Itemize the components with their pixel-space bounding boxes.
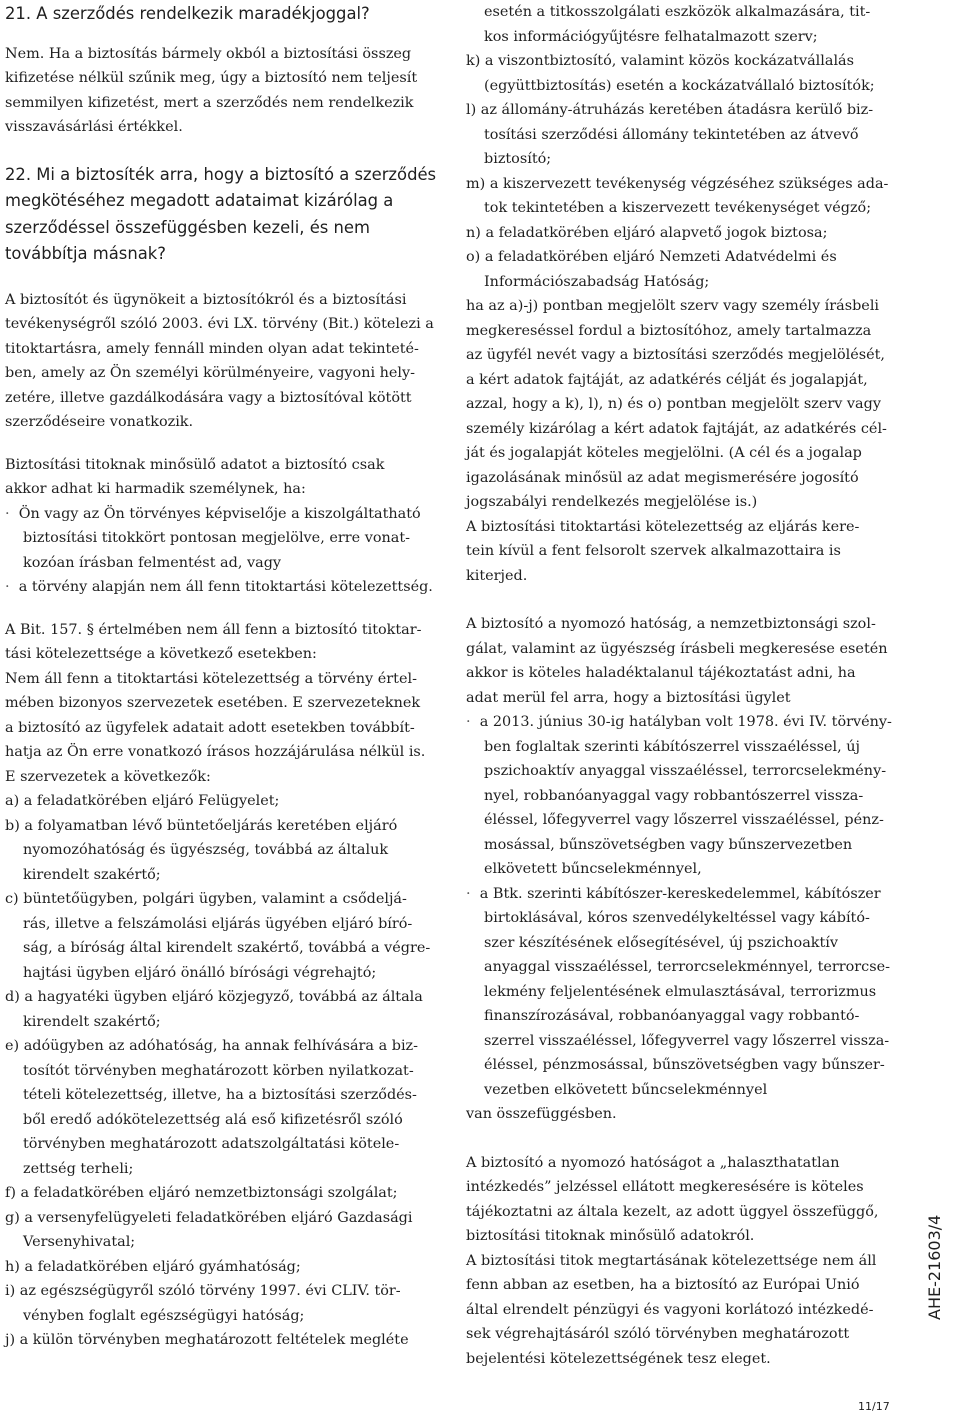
bullet-icon: · [5, 579, 10, 595]
bullet-icon: · [466, 714, 471, 730]
list-item: f) a feladatkörében eljáró nemzetbiztonsági szolgálat; [5, 1185, 398, 1201]
question-22-title: 22. Mi a biztosíték arra, hogy a biztosító a szerződés megkötéséhez megadott adataimat kizárólag a szerződéssel összefüggésben kezeli, és nem továbbítja másnak? [5, 164, 437, 263]
question-21-answer: Nem. Ha a biztosítás bármely okból a biztosítási összeg kifizetése nélkül szűnik meg, úgy a biztosító nem teljesít semmilyen kifizetést, mert a szerződés nem rendelkezik visszavásárlási értékkel. [5, 45, 418, 135]
list-item: o) a feladatkörében eljáró Nemzeti Adatvédelmi és Információszabadság Hatóság; [466, 249, 837, 290]
list-item: l) az állomány-átruházás keretében átadásra kerülő biz- tosítási szerződési állomány tekintetében az átvevő biztosító; [466, 102, 874, 167]
list-item: · a törvény alapján nem áll fenn titoktartási kötelezettség. [5, 579, 433, 595]
list-item: esetén a titkosszolgálati eszközök alkalmazására, tit- kos információgyűjtésre felhatalmazott szerv; [484, 4, 871, 45]
list-item: j) a külön törvényben meghatározott feltételek megléte [5, 1332, 409, 1348]
list-item: · a Btk. szerinti kábítószer-kereskedelemmel, kábítószer birtoklásával, kóros szenvedélykeltéssel vagy kábító- szer készítésének elősegítésével, új pszichoaktív anyaggal visszaéléssel, terrorcselekménnyel, terrorcse- lekmény feljelentésének elmulasztásával, terrorizmus finanszírozásával, robbanóanyaggal vagy robbantó- szerrel visszaéléssel, lőfegyverrel vagy lőszerrel vissza- éléssel, pénzmosással, bűnszövetségben vagy bűnszer- vezetben elkövetett bűncselekménnyel [466, 885, 890, 1098]
list-item: a) a feladatkörében eljáró Felügyelet; [5, 793, 280, 809]
paragraph-bit-157: A Bit. 157. § értelmében nem áll fenn a biztosító titoktar- tási kötelezettsége a következő esetekben: Nem áll fenn a titoktartási kötelezettség a törvény értel- mében bizonyos szervezetek esetében. E szervezeteknek a biztosító az ügyfelek adatait adott esetekben továbbít- hatja az Ön erre vonatkozó írásos hozzájárulása nélkül is. E szervezetek a következők: [5, 621, 426, 785]
organization-list [5, 789, 437, 1353]
list-item: b) a folyamatban lévő büntetőeljárás keretében eljáró nyomozóhatóság és ügyészség, továbbá az általuk kirendelt szakértő; [5, 817, 398, 883]
list-item: k) a viszontbiztosító, valamint közös kockázatvállalás (együttbiztosítás) esetén a kockázatvállaló biztosítók; [466, 53, 875, 94]
after-bullets-text: van összefüggésben. [466, 1106, 617, 1122]
bullet-icon: · [5, 505, 10, 522]
list-item: i) az egészségügyről szóló törvény 1997. évi CLIV. tör- vényben foglalt egészségügyi hatóság; [5, 1283, 401, 1324]
list-item: h) a feladatkörében eljáró gyámhatóság; [5, 1258, 301, 1275]
list-item: g) a versenyfelügyeleti feladatkörében eljáró Gazdasági Versenyhivatal; [5, 1209, 413, 1250]
paragraph-bit-law: A biztosítót és ügynökeit a biztosítókról és a biztosítási tevékenységről szóló 2003. évi LX. törvény (Bit.) kötelezi a titoktartásra, amely fennáll minden olyan adat tekinteté- ben, amely az Ön személyi körülményeire, vagyoni hely- zetére, illetve gazdálkodására vagy a biztosítóval kötött szerződéseire vonatkozik. [5, 291, 434, 430]
right-bullet-list [466, 710, 894, 1102]
question-21-title: 21. A szerződés rendelkezik maradékjoggal? [5, 4, 370, 23]
left-column [5, 0, 437, 1353]
list-item: e) adóügyben az adóhatóság, ha annak felhívására a biz- tosítót törvényben meghatározott körben nyilatkozat- tételi kötelezettség, illetve, ha a biztosítási szerződés- ből eredő adókötelezettség alá eső kifizetésről szóló törvényben meghatározott adatszolgáltatási kötele- zettség terheli; [5, 1038, 419, 1177]
bullet-icon: · [466, 885, 471, 902]
document-code: AHE-21603/4 [925, 1214, 944, 1320]
paragraph-third-party: Biztosítási titoknak minősülő adatot a biztosító csak akkor adhat ki harmadik személynek, ha: [5, 456, 385, 497]
list-item: · Ön vagy az Ön törvényes képviselője a kiszolgáltatható biztosítási titokkört pontosan megjelölve, erre vonat- kozóan írásban felmentést ad, vagy [5, 505, 421, 571]
paragraph-investigation: A biztosító a nyomozó hatóság, a nemzetbiztonsági szol- gálat, valamint az ügyészség írásbeli megkeresése esetén akkor is köteles haladéktalanul tájékoztatást adni, ha adat merül fel arra, hogy a biztosítási ügylet [466, 616, 888, 706]
list-item: · a 2013. június 30-ig hatályban volt 1978. évi IV. törvény- ben foglaltak szerinti kábítószerrel visszaéléssel, új pszichoaktív anyaggal visszaéléssel, terrorcselekmény- nyel, robbanóanyaggal vagy robbantószerrel vissza- éléssel, lőfegyverrel vagy lőszerrel visszaéléssel, pénz- mosással, bűnszövetségben vagy bűnszervezetben elkövetett bűncselekménnyel, [466, 714, 892, 877]
list-item: n) a feladatkörében eljáró alapvető jogok biztosa; [466, 224, 828, 241]
list-item: c) büntetőügyben, polgári ügyben, valamint a csődeljá- rás, illetve a felszámolási eljárás ügyében eljáró bíró- ság, a bíróság által kirendelt szakértő, továbbá a végre- hajtási ügyben eljáró önálló bírósági végrehajtó; [5, 891, 431, 981]
left-bullet-list [5, 502, 437, 600]
organization-list-continued [466, 0, 894, 294]
paragraph-written-request: ha az a)-j) pontban megjelölt szerv vagy személy írásbeli megkereséssel fordul a biztosítóhoz, amely tartalmazza az ügyfél nevét vagy a biztosítási szerződés megjelölését, a kért adatok fajtáját, az adatkérés célját és jogalapját, azzal, hogy a k), l), n) és o) pontban megjelölt szerv vagy személy kizárólag a kért adatok fajtáját, az adatkérés cél- ját és jogalapját köteles megjelölni. (A cél és a jogalap igazolásának minősül az adat megismerésére jogosító jogszabályi rendelkezés megjelölése is.) A biztosítási titoktartási kötelezettség az eljárás kere- tein kívül a fent felsorolt szervek alkalmazottaira is kiterjed. [466, 298, 887, 584]
page-number: 11/17 [858, 1400, 890, 1413]
list-item: m) a kiszervezett tevékenység végzéséhez szükséges ada- tok tekintetében a kiszervezett tevékenységet végző; [466, 175, 889, 216]
paragraph-urgent-measure: A biztosító a nyomozó hatóságot a „halaszthatatlan intézkedés” jelzéssel ellátott megkeresésére is köteles tájékoztatni az általa kezelt, az adott üggyel összefüggő, biztosítási titoknak minősülő adatokról. A biztosítási titok megtartásának kötelezettsége nem áll fenn abban az esetben, ha a biztosító az Európai Unió által elrendelt pénzügyi és vagyoni korlátozó intézkedé- sek végrehajtásáról szóló törvényben meghatározott bejelentési kötelezettségének tesz eleget. [466, 1154, 879, 1367]
right-column [466, 0, 894, 1371]
list-item: d) a hagyatéki ügyben eljáró közjegyző, továbbá az általa kirendelt szakértő; [5, 989, 423, 1030]
